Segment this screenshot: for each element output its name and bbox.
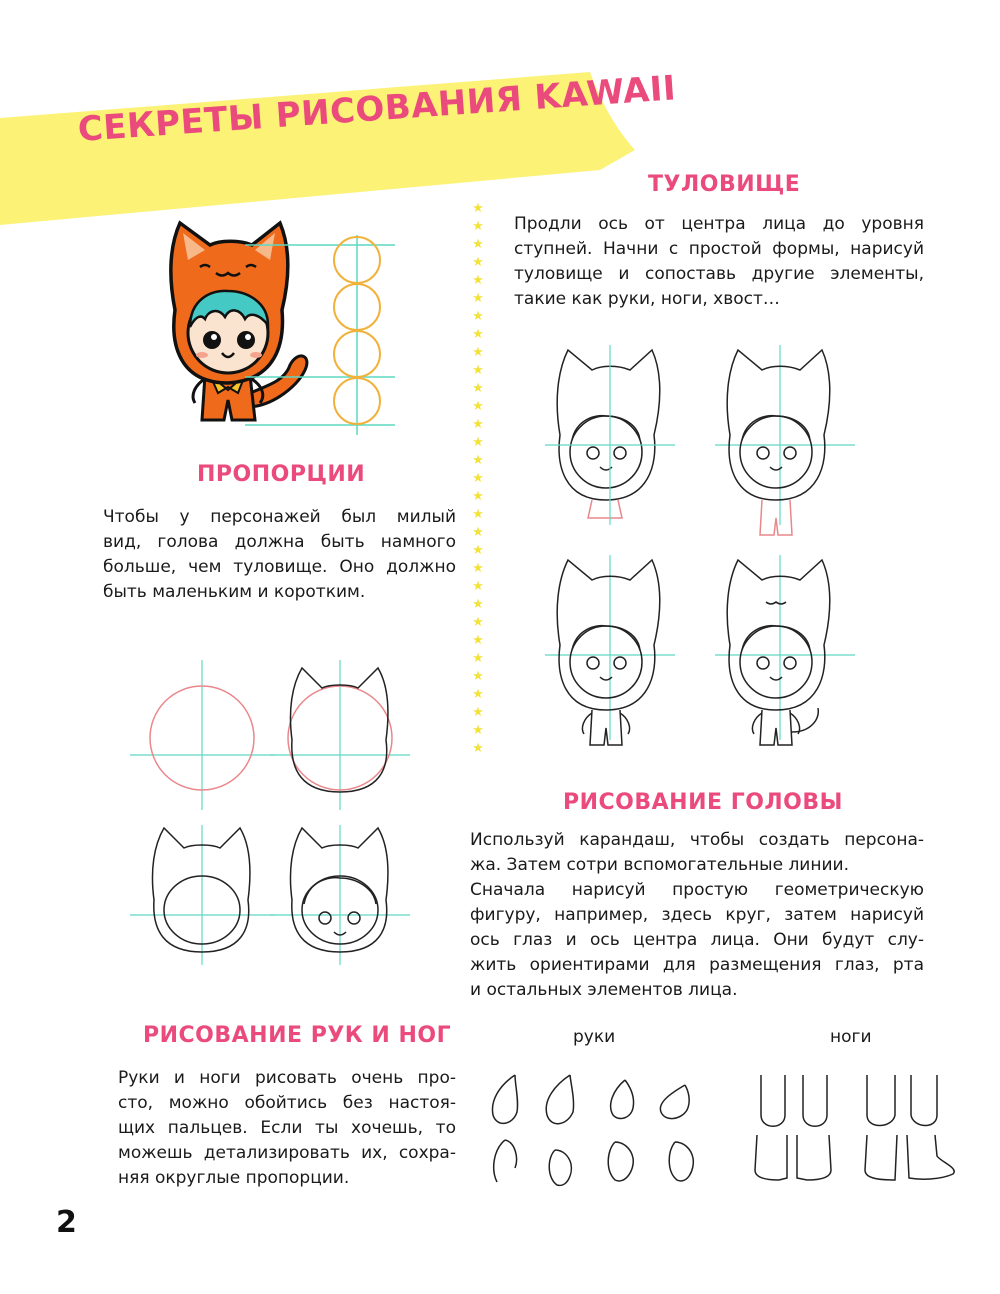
page-title: СЕКРЕТЫ РИСОВАНИЯ KAWAII: [76, 68, 678, 150]
proportions-line: больше, чем туловище. Оно должно: [103, 557, 456, 577]
torso-line: туловище и сопоставь другие элементы,: [514, 264, 924, 284]
proportions-line: вид, голова должна быть намного: [103, 532, 456, 552]
head-sketches: [130, 660, 410, 970]
torso-line: ступней. Начни с простой формы, нарисуй: [514, 239, 924, 259]
proportions-heading: ПРОПОРЦИИ: [197, 462, 366, 487]
proportions-line: быть маленьким и коротким.: [103, 582, 366, 602]
limbs-line: щих пальцев. Если ты хочешь, то: [118, 1118, 456, 1138]
proportions-line: Чтобы у персонажей был милый: [103, 507, 456, 527]
limbs-line: Руки и ноги рисовать очень про-: [118, 1068, 456, 1088]
limbs-text: [118, 1066, 456, 1191]
feet-sketches: [745, 1070, 970, 1190]
limbs-line: няя округлые пропорции.: [118, 1168, 350, 1188]
page-number: 2: [56, 1205, 77, 1240]
head-sketch-final: [290, 828, 387, 952]
torso-sketch-2: [727, 350, 830, 535]
torso-heading: ТУЛОВИЩЕ: [648, 172, 801, 197]
torso-sketch-3: [557, 560, 660, 745]
limbs-heading: РИСОВАНИЕ РУК И НОГ: [143, 1023, 452, 1048]
head-line: Используй карандаш, чтобы создать персона-: [470, 830, 924, 850]
head-line: жа. Затем сотри вспомогательные линии.: [470, 855, 849, 875]
limbs-line: сто, можно обойтись без настоя-: [118, 1093, 456, 1113]
head-sketch-face: [152, 828, 249, 952]
torso-line: такие как руки, ноги, хвост…: [514, 289, 780, 309]
head-line: Сначала нарисуй простую геометрическую: [470, 880, 924, 900]
feet-label: ноги: [830, 1027, 872, 1047]
head-line: жить ориентирами для размещения глаз, рта: [470, 955, 924, 975]
torso-sketch-4: [727, 560, 830, 745]
head-text: [470, 828, 924, 1003]
head-line: ось глаз и ось центра лица. Они будут слу-: [470, 930, 924, 950]
limbs-line: можешь детализировать их, сохра-: [118, 1143, 456, 1163]
head-line: фигуру, например, здесь круг, затем нарисуй: [470, 905, 924, 925]
star-divider: ★ ★ ★ ★ ★ ★ ★ ★ ★ ★ ★ ★ ★ ★ ★ ★ ★ ★ ★ ★ ★ ★ ★ ★ ★ ★ ★ ★ ★ ★ ★: [472, 201, 484, 756]
head-heading: РИСОВАНИЕ ГОЛОВЫ: [563, 790, 843, 815]
torso-text: [514, 212, 924, 312]
kawaii-fox-illustration: [150, 215, 410, 440]
torso-sketch-1: [557, 350, 660, 518]
proportions-text: [103, 505, 456, 605]
hands-sketches: [485, 1070, 715, 1190]
hands-label: руки: [573, 1027, 616, 1047]
torso-line: Продли ось от центра лица до уровня: [514, 214, 924, 234]
torso-sketches: [540, 340, 870, 760]
head-line: и остальных элементов лица.: [470, 980, 738, 1000]
